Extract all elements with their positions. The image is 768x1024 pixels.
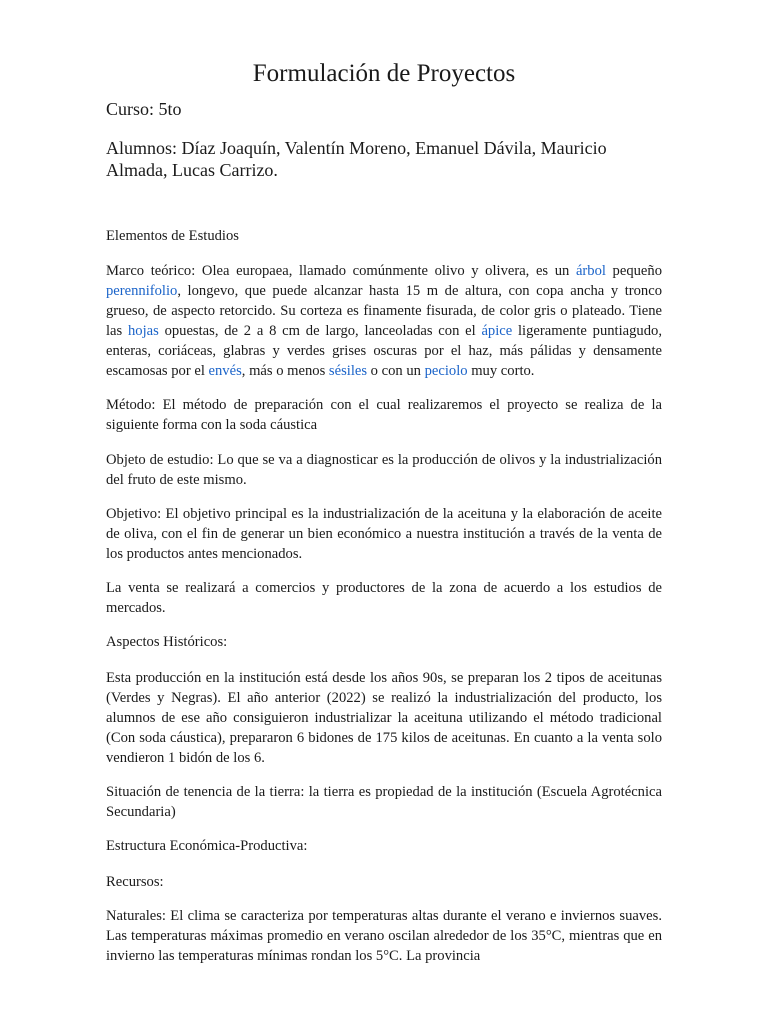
marco-text-5: ligeramente puntiagudo, enteras, coriáceas, glabras y verdes grises oscuras por el haz, más pálidas y densamente escamosas por el bbox=[106, 323, 662, 379]
document-title: Formulación de Proyectos bbox=[252, 60, 516, 87]
link-arbol[interactable]: árbol bbox=[575, 263, 606, 279]
course-line: Curso: 5to bbox=[106, 99, 182, 119]
marco-text-2: pequeño bbox=[605, 263, 662, 279]
objeto-paragraph: Objeto de estudio: Lo que se va a diagnosticar es la producción de olivos y la industrialización del fruto de este mismo. bbox=[106, 452, 662, 488]
marco-text-6: , más o menos bbox=[241, 363, 329, 379]
marco-text-8: muy corto. bbox=[467, 363, 535, 379]
students-line: Alumnos: Díaz Joaquín, Valentín Moreno, Emanuel Dávila, Mauricio Almada, Lucas Carrizo. bbox=[106, 138, 607, 180]
marco-text-4: opuestas, de 2 a 8 cm de largo, lanceoladas con el bbox=[158, 323, 482, 339]
aspectos-paragraph: Esta producción en la institución está desde los años 90s, se preparan los 2 tipos de aceitunas (Verdes y Negras). El año anterior (2022) se realizó la industrialización del producto, los alumnos de ese año consiguieron industrializar la aceituna utilizando el método tradicional (Con soda cáustica), prepararon 6 bidones de 175 kilos de aceitunas. En cuanto a la venta solo vendieron 1 bidón de los 6. bbox=[106, 670, 662, 766]
link-sesiles[interactable]: sésiles bbox=[328, 363, 368, 379]
elementos-heading: Elementos de Estudios bbox=[106, 228, 239, 244]
marco-teorico-paragraph bbox=[106, 261, 662, 381]
link-hojas[interactable]: hojas bbox=[127, 323, 159, 339]
marco-text-7: o con un bbox=[367, 363, 425, 379]
marco-text-3: , longevo, que puede alcanzar hasta 15 m de altura, con copa ancha y tronco grueso, de aspecto retorcido. Su corteza es finamente fisurada, de color gris o plateado. Tiene las bbox=[106, 283, 662, 339]
recursos-heading: Recursos: bbox=[106, 874, 164, 890]
venta-paragraph: La venta se realizará a comercios y productores de la zona de acuerdo a los estudios de mercados. bbox=[106, 580, 662, 616]
metodo-paragraph: Método: El método de preparación con el cual realizaremos el proyecto se realiza de la siguiente forma con la soda cáustica bbox=[106, 397, 662, 433]
tenencia-paragraph: Situación de tenencia de la tierra: la tierra es propiedad de la institución (Escuela Agrotécnica Secundaria) bbox=[106, 784, 662, 820]
link-enves[interactable]: envés bbox=[208, 363, 242, 379]
link-peciolo[interactable]: peciolo bbox=[424, 363, 468, 379]
aspectos-heading: Aspectos Históricos: bbox=[106, 634, 228, 650]
objetivo-paragraph: Objetivo: El objetivo principal es la industrialización de la aceituna y la elaboración de aceite de oliva, con el fin de generar un bien económico a nuestra institución a través de la venta de los productos antes mencionados. bbox=[106, 506, 662, 562]
estructura-heading: Estructura Económica-Productiva: bbox=[106, 838, 308, 854]
link-perennifolio[interactable]: perennifolio bbox=[106, 283, 178, 299]
link-apice[interactable]: ápice bbox=[481, 323, 513, 339]
marco-text-1: Marco teórico: Olea europaea, llamado comúnmente olivo y olivera, es un bbox=[106, 263, 576, 279]
naturales-paragraph: Naturales: El clima se caracteriza por temperaturas altas durante el verano e inviernos suaves. Las temperaturas máximas promedio en verano oscilan alrededor de los 35°C, mientras que en invierno las temperaturas mínimas rondan los 5°C. La provincia bbox=[106, 908, 662, 964]
